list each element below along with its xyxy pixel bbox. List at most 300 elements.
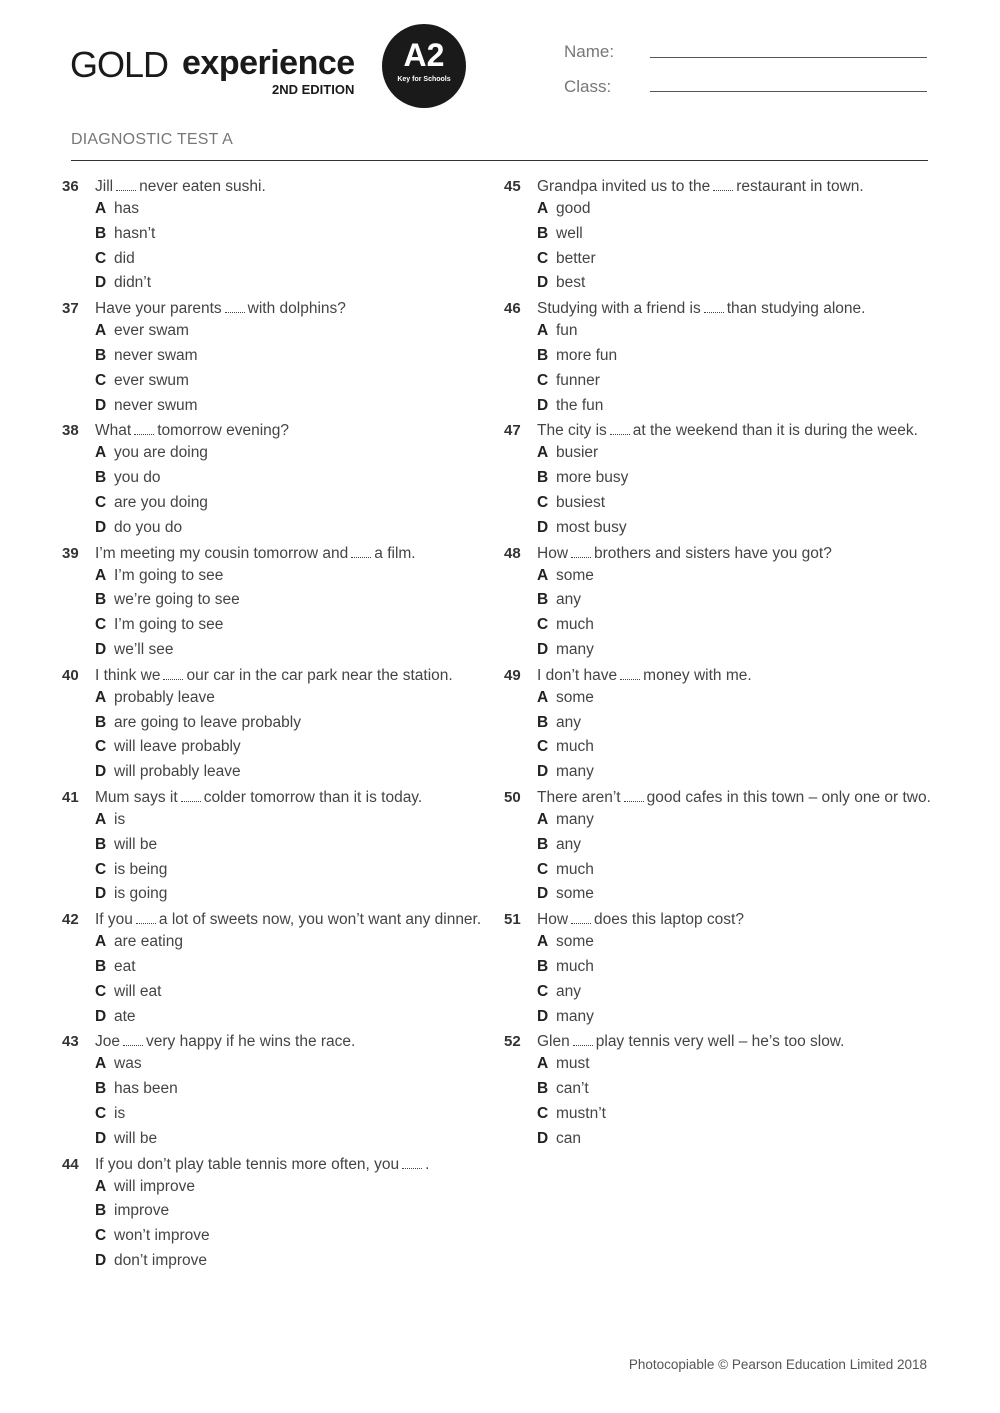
question-48 [504, 544, 944, 663]
option-text: won’t improve [114, 1227, 210, 1245]
answer-option[interactable] [537, 858, 944, 883]
question-43 [62, 1032, 502, 1151]
question-39 [62, 544, 502, 663]
answer-blank [136, 911, 156, 924]
option-text: never swum [114, 396, 198, 414]
option-text: most busy [556, 518, 627, 536]
answer-blank [713, 178, 733, 191]
option-text: more busy [556, 469, 629, 487]
question-44 [62, 1155, 502, 1274]
option-text: will be [114, 1129, 158, 1147]
option-text: some [556, 933, 594, 951]
option-text: much [556, 738, 594, 756]
answer-option[interactable] [95, 686, 502, 711]
question-42 [62, 910, 502, 1029]
option-text: any [556, 835, 581, 853]
answer-option[interactable] [537, 833, 944, 858]
answer-option[interactable] [537, 564, 944, 589]
option-text: never swam [114, 346, 198, 364]
question-text-before: I don’t have [537, 666, 618, 684]
answer-option[interactable] [537, 369, 944, 394]
option-text: has been [114, 1080, 178, 1098]
answer-option[interactable] [537, 197, 944, 222]
question-text-before: I think we [95, 666, 161, 684]
left-question-column [62, 177, 502, 1274]
option-text: are eating [114, 933, 183, 951]
answer-blank [181, 789, 201, 802]
answer-blank [573, 1033, 593, 1046]
question-number: 47 [504, 422, 521, 440]
question-text [537, 1032, 944, 1052]
answer-option[interactable] [537, 930, 944, 955]
option-letter: D [95, 396, 107, 414]
option-text: will be [114, 835, 158, 853]
question-number: 52 [504, 1033, 521, 1051]
answer-option[interactable] [95, 1175, 502, 1200]
answer-option[interactable] [95, 271, 502, 296]
option-text: fun [556, 322, 578, 340]
option-letter: A [95, 810, 107, 828]
option-text: the fun [556, 396, 604, 414]
question-46 [504, 299, 944, 418]
logo-gold-text: GOLD [70, 44, 169, 85]
answer-option[interactable] [95, 394, 502, 419]
answer-blank [571, 911, 591, 924]
question-text-before: What [95, 422, 132, 440]
answer-blank [225, 300, 245, 313]
option-text: will eat [114, 982, 162, 1000]
question-number: 37 [62, 300, 79, 318]
option-letter: C [95, 616, 107, 634]
option-letter: B [537, 346, 549, 364]
option-letter: B [95, 346, 107, 364]
question-text-after: at the weekend than it is during the week. [632, 422, 918, 440]
option-text: some [556, 566, 594, 584]
answer-option[interactable] [95, 711, 502, 736]
answer-option[interactable] [95, 319, 502, 344]
answer-option[interactable] [537, 491, 944, 516]
answer-option[interactable] [537, 638, 944, 663]
question-text-before: How [537, 544, 569, 562]
option-letter: D [95, 1007, 107, 1025]
question-text [95, 421, 502, 441]
option-letter: A [537, 566, 549, 584]
question-text-before: Have your parents [95, 300, 222, 318]
answer-blank [571, 545, 591, 558]
option-letter: B [537, 591, 549, 609]
answer-option[interactable] [537, 588, 944, 613]
answer-option[interactable] [95, 833, 502, 858]
question-number: 44 [62, 1155, 79, 1173]
option-letter: B [537, 835, 549, 853]
answer-blank [163, 667, 183, 680]
option-text: much [556, 957, 594, 975]
option-text: you do [114, 469, 161, 487]
question-number: 43 [62, 1033, 79, 1051]
question-number: 51 [504, 911, 521, 929]
question-text-before: Grandpa invited us to the [537, 178, 711, 195]
option-text: eat [114, 957, 136, 975]
option-text: ever swam [114, 322, 189, 340]
answer-option[interactable] [95, 1102, 502, 1127]
question-text-before: Mum says it [95, 788, 178, 806]
answer-option[interactable] [537, 466, 944, 491]
question-text-after: brothers and sisters have you got? [594, 544, 832, 562]
answer-blank [402, 1156, 422, 1169]
question-text-after: our car in the car park near the station. [186, 666, 453, 684]
question-text-after: with dolphins? [247, 300, 346, 318]
option-text: do you do [114, 518, 183, 536]
question-number: 45 [504, 178, 521, 195]
answer-option[interactable] [95, 1127, 502, 1152]
answer-option[interactable] [95, 735, 502, 760]
option-text: some [556, 885, 594, 903]
option-text: is going [114, 885, 168, 903]
option-letter: A [95, 566, 107, 584]
option-letter: C [537, 860, 549, 878]
option-text: we’re going to see [114, 591, 240, 609]
question-number: 38 [62, 422, 79, 440]
question-text-after: good cafes in this town – only one or two. [646, 788, 931, 806]
option-letter: B [537, 957, 549, 975]
option-text: is [114, 810, 126, 828]
option-text: did [114, 249, 135, 267]
question-number: 36 [62, 178, 79, 195]
option-letter: C [95, 860, 107, 878]
question-45 [504, 177, 944, 296]
question-37 [62, 299, 502, 418]
option-letter: C [537, 982, 549, 1000]
answer-option[interactable] [95, 638, 502, 663]
header-divider [71, 160, 928, 161]
page-header [0, 0, 1000, 170]
answer-option[interactable] [537, 760, 944, 785]
option-letter: A [95, 200, 107, 217]
option-letter: B [95, 713, 107, 731]
answer-option[interactable] [95, 564, 502, 589]
option-text: any [556, 713, 581, 731]
answer-option[interactable] [95, 1077, 502, 1102]
question-50 [504, 788, 944, 907]
question-number: 39 [62, 544, 79, 562]
question-text-before: If you [95, 911, 133, 929]
answer-option[interactable] [95, 1052, 502, 1077]
option-text: is [114, 1104, 126, 1122]
answer-option[interactable] [95, 197, 502, 222]
question-text-after: play tennis very well – he’s too slow. [595, 1033, 845, 1051]
option-letter: A [537, 933, 549, 951]
option-letter: B [537, 713, 549, 731]
answer-blank [610, 422, 630, 435]
question-38 [62, 421, 502, 540]
answer-option[interactable] [537, 1127, 944, 1152]
option-text: well [556, 224, 583, 242]
question-text [95, 910, 502, 930]
option-letter: D [95, 274, 107, 292]
question-text-after: colder tomorrow than it is today. [203, 788, 423, 806]
option-letter: D [95, 1129, 107, 1147]
option-letter: C [95, 738, 107, 756]
option-letter: C [95, 982, 107, 1000]
option-letter: B [537, 1080, 549, 1098]
answer-option[interactable] [95, 858, 502, 883]
answer-option[interactable] [95, 1199, 502, 1224]
answer-option[interactable] [537, 394, 944, 419]
question-text [537, 299, 944, 319]
answer-option[interactable] [537, 955, 944, 980]
answer-option[interactable] [95, 588, 502, 613]
answer-option[interactable] [537, 441, 944, 466]
option-text: ever swum [114, 371, 189, 389]
answer-option[interactable] [95, 1249, 502, 1274]
option-letter: D [537, 885, 549, 903]
option-text: best [556, 274, 586, 292]
question-text [95, 544, 502, 564]
option-letter: C [537, 371, 549, 389]
question-text-after: very happy if he wins the race. [146, 1033, 356, 1051]
answer-blank [134, 422, 154, 435]
answer-option[interactable] [95, 344, 502, 369]
question-text [537, 544, 944, 564]
answer-option[interactable] [537, 808, 944, 833]
option-letter: B [95, 224, 107, 242]
option-letter: C [537, 616, 549, 634]
option-letter: A [537, 444, 549, 462]
answer-option[interactable] [537, 271, 944, 296]
option-letter: D [537, 396, 549, 414]
option-letter: B [95, 957, 107, 975]
option-text: any [556, 982, 581, 1000]
option-text: you are doing [114, 444, 208, 462]
option-letter: A [537, 322, 549, 340]
question-text-after: a lot of sweets now, you won’t want any dinner. [158, 911, 482, 929]
option-letter: D [95, 640, 107, 658]
answer-option[interactable] [95, 930, 502, 955]
badge-level: A2 [403, 37, 445, 73]
option-text: can’t [556, 1080, 589, 1098]
answer-option[interactable] [95, 808, 502, 833]
question-text [95, 788, 502, 808]
option-letter: C [537, 738, 549, 756]
option-letter: A [537, 688, 549, 706]
answer-option[interactable] [95, 955, 502, 980]
answer-option[interactable] [95, 369, 502, 394]
option-letter: C [95, 371, 107, 389]
question-text-before: Glen [537, 1033, 570, 1051]
question-51 [504, 910, 944, 1029]
answer-option[interactable] [537, 222, 944, 247]
option-text: much [556, 616, 594, 634]
option-text: is being [114, 860, 168, 878]
answer-option[interactable] [537, 980, 944, 1005]
edition-label: 2ND EDITION [272, 82, 355, 97]
answer-option[interactable] [95, 247, 502, 272]
question-52 [504, 1032, 944, 1151]
question-text-after: restaurant in town. [736, 178, 864, 195]
question-text-after: a film. [374, 544, 416, 562]
answer-option[interactable] [95, 516, 502, 541]
answer-option[interactable] [537, 1077, 944, 1102]
option-text: more fun [556, 346, 618, 364]
question-number: 49 [504, 666, 521, 684]
option-letter: D [537, 1007, 549, 1025]
question-text [537, 910, 944, 930]
answer-option[interactable] [537, 882, 944, 907]
question-text [537, 421, 944, 441]
option-text: don’t improve [114, 1251, 208, 1269]
question-number: 48 [504, 544, 521, 562]
option-text: was [114, 1055, 142, 1073]
question-text [95, 177, 502, 197]
question-text-before: I’m meeting my cousin tomorrow and [95, 544, 349, 562]
option-text: will leave probably [114, 738, 241, 756]
option-text: busiest [556, 493, 606, 511]
question-47 [504, 421, 944, 540]
answer-option[interactable] [95, 760, 502, 785]
option-letter: C [537, 1104, 549, 1122]
option-letter: A [95, 444, 107, 462]
logo-experience-text: experience [182, 44, 355, 82]
question-number: 50 [504, 788, 521, 806]
question-40 [62, 666, 502, 785]
answer-option[interactable] [537, 686, 944, 711]
question-text [537, 177, 944, 197]
option-letter: C [537, 249, 549, 267]
option-text: some [556, 688, 594, 706]
answer-option[interactable] [95, 1224, 502, 1249]
question-49 [504, 666, 944, 785]
question-text [95, 666, 502, 686]
name-label: Name: [564, 42, 615, 61]
option-text: better [556, 249, 596, 267]
answer-option[interactable] [95, 980, 502, 1005]
question-number: 46 [504, 300, 521, 318]
answer-option[interactable] [537, 613, 944, 638]
option-text: many [556, 640, 594, 658]
answer-option[interactable] [95, 491, 502, 516]
option-text: busier [556, 444, 599, 462]
option-text: hasn’t [114, 224, 156, 242]
option-text: improve [114, 1202, 170, 1220]
question-36 [62, 177, 502, 296]
option-letter: C [95, 249, 107, 267]
option-text: good [556, 200, 591, 217]
answer-blank [620, 667, 640, 680]
option-letter: D [537, 763, 549, 781]
answer-option[interactable] [95, 613, 502, 638]
option-letter: D [95, 518, 107, 536]
option-letter: C [95, 1104, 107, 1122]
answer-option[interactable] [95, 1005, 502, 1030]
answer-option[interactable] [537, 1052, 944, 1077]
option-text: must [556, 1055, 590, 1073]
answer-blank [704, 300, 724, 313]
option-text: ate [114, 1007, 136, 1025]
question-text-after: money with me. [643, 666, 752, 684]
option-letter: B [95, 591, 107, 609]
answer-option[interactable] [537, 319, 944, 344]
question-text [537, 788, 944, 808]
option-letter: D [95, 885, 107, 903]
badge-subtitle: Key for Schools [397, 76, 451, 83]
answer-option[interactable] [537, 344, 944, 369]
copyright-footer: Photocopiable © Pearson Education Limited 2018 [628, 1357, 927, 1372]
option-letter: A [95, 1177, 107, 1195]
option-letter: B [537, 469, 549, 487]
question-text [95, 299, 502, 319]
answer-option[interactable] [537, 247, 944, 272]
level-badge [382, 24, 466, 108]
answer-option[interactable] [537, 711, 944, 736]
test-title: DIAGNOSTIC TEST A [71, 131, 233, 148]
option-text: will improve [114, 1177, 195, 1195]
option-text: funner [556, 371, 600, 389]
option-text: many [556, 763, 594, 781]
option-letter: B [95, 1080, 107, 1098]
option-letter: B [95, 1202, 107, 1220]
question-text-before: The city is [537, 422, 607, 440]
question-text-before: If you don’t play table tennis more often, you [95, 1155, 400, 1173]
option-text: didn’t [114, 274, 152, 292]
question-text-after: never eaten sushi. [139, 178, 266, 195]
option-letter: C [95, 493, 107, 511]
question-41 [62, 788, 502, 907]
option-letter: B [95, 835, 107, 853]
option-letter: D [95, 763, 107, 781]
option-text: has [114, 200, 139, 217]
option-text: many [556, 1007, 594, 1025]
option-letter: C [537, 493, 549, 511]
question-text-before: Joe [95, 1033, 120, 1051]
option-text: I’m going to see [114, 616, 224, 634]
answer-option[interactable] [537, 1102, 944, 1127]
option-letter: A [537, 810, 549, 828]
answer-option[interactable] [537, 516, 944, 541]
question-text [95, 1032, 502, 1052]
option-letter: A [537, 1055, 549, 1073]
question-text-after: than studying alone. [726, 300, 866, 318]
question-text-before: There aren’t [537, 788, 621, 806]
class-field-line[interactable] [650, 91, 927, 92]
option-text: will probably leave [114, 763, 241, 781]
question-text-before: Studying with a friend is [537, 300, 701, 318]
answer-option[interactable] [95, 882, 502, 907]
option-letter: A [95, 322, 107, 340]
answer-option[interactable] [95, 441, 502, 466]
question-text-after: does this laptop cost? [594, 911, 744, 929]
answer-option[interactable] [537, 1005, 944, 1030]
option-letter: C [95, 1227, 107, 1245]
question-text-before: How [537, 911, 569, 929]
question-number: 40 [62, 666, 79, 684]
question-text-after: tomorrow evening? [157, 422, 290, 440]
name-field-line[interactable] [650, 57, 927, 58]
option-text: probably leave [114, 688, 215, 706]
option-text: many [556, 810, 594, 828]
answer-option[interactable] [95, 222, 502, 247]
option-text: I’m going to see [114, 566, 224, 584]
option-text: any [556, 591, 581, 609]
option-letter: D [537, 1129, 549, 1147]
option-letter: D [537, 518, 549, 536]
option-letter: A [95, 688, 107, 706]
answer-blank [123, 1033, 143, 1046]
answer-option[interactable] [537, 735, 944, 760]
option-letter: A [537, 200, 549, 217]
option-letter: B [537, 224, 549, 242]
option-letter: B [95, 469, 107, 487]
answer-option[interactable] [95, 466, 502, 491]
